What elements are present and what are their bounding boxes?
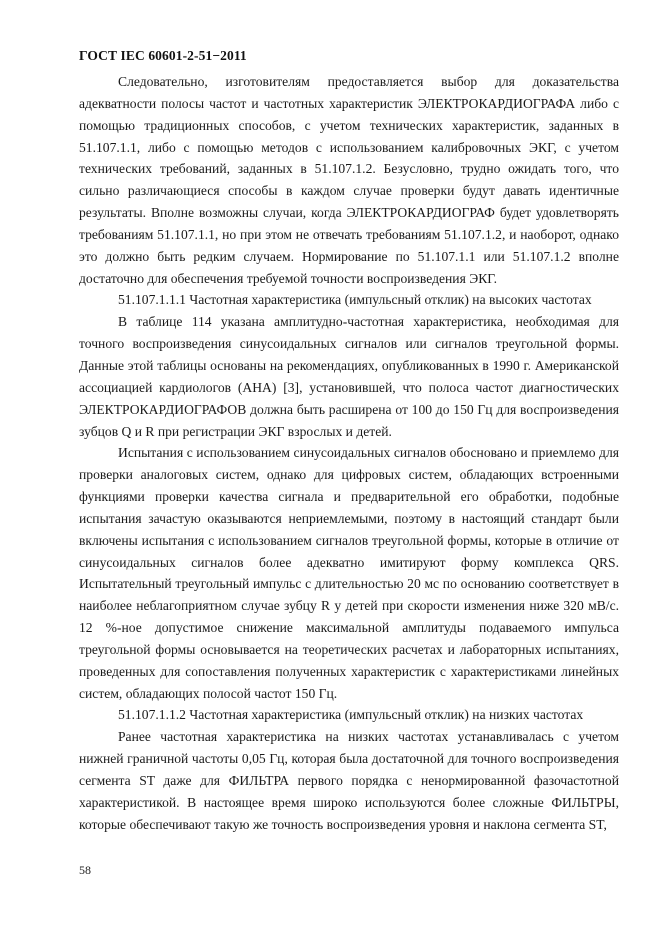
paragraph-table-114: В таблице 114 указана амплитудно-частотная характеристика, необходимая для точного воспроизведения синусоидальных сигналов или сигналов треугольной формы. Данные этой таблицы основаны на рекомендациях, опубликованных в 1990 г. Американской ассоциацией кардиологов (AHA) [3], установившей, что полоса частот диагностических ЭЛЕКТРОКАРДИОГРАФОВ должна быть расширена от 100 до 150 Гц для воспроизведения зубцов Q и R при регистрации ЭКГ взрослых и детей. xyxy=(79,314,619,439)
paragraph-bandwidth-choice: Следовательно, изготовителям предоставляется выбор для доказательства адекватности полосы частот и частотных характеристик ЭЛЕКТРОКАРДИОГРАФА либо с помощью традиционных способов, с учетом технических характеристик, заданных в 51.107.1.1, либо с помощью методов с использованием калибровочных ЭКГ, с учетом технических требований, заданных в 51.107.1.2. Безусловно, трудно ожидать того, что сильно различающиеся способы в каждом случае проверки будут давать идентичные результаты. Вполне возможны случаи, когда ЭЛЕКТРОКАРДИОГРАФ будет удовлетворять требованиям 51.107.1.1, но при этом не отвечать требованиям 51.107.1.2, и наоборот, однако это должно быть редким случаем. Нормирование по 51.107.1.1 или 51.107.1.2 вполне достаточно для обеспечения требуемой точности воспроизведения ЭКГ. xyxy=(79,74,619,286)
document-header: ГОСТ IEC 60601-2-51−2011 xyxy=(79,48,247,63)
page-number: 58 xyxy=(79,863,91,877)
paragraph-low-frequency-response: Ранее частотная характеристика на низких частотах устанавливалась с учетом нижней граничной частоты 0,05 Гц, которая была достаточной для точного воспроизведения сегмента ST даже для ФИЛЬТРА первого порядка с ненормированной фазочастотной характеристикой. В настоящее время широко используются более сложные ФИЛЬТРЫ, которые обеспечивают такую же точность воспроизведения уровня и наклона сегмента ST, xyxy=(79,729,619,832)
subsection-heading-low-frequency: 51.107.1.1.2 Частотная характеристика (импульсный отклик) на низких частотах xyxy=(118,707,584,723)
document-body xyxy=(79,71,619,836)
subsection-heading-high-frequency: 51.107.1.1.1 Частотная характеристика (импульсный отклик) на высоких частотах xyxy=(118,292,592,308)
paragraph-sinusoidal-tests: Испытания с использованием синусоидальных сигналов обосновано и приемлемо для проверки аналоговых систем, однако для цифровых систем, обладающих встроенными функциями проверки качества сигнала и предварительной его обработки, подобные испытания зачастую оказываются неприемлемыми, поэтому в настоящий стандарт были включены испытания с использованием сигналов треугольной формы, которые в отличие от синусоидальных сигналов более адекватно имитируют форму комплекса QRS. Испытательный треугольный импульс с длительностью 20 мс по основанию соответствует в наиболее неблагоприятном случае зубцу R у детей при скорости изменения ниже 320 мВ/с. 12 %-ное допустимое снижение максимальной амплитуды подаваемого импульса треугольной формы основывается на теоретических расчетах и лабораторных испытаниях, проведенных для сопоставления полученных характеристик с характеристиками линейных систем, обладающих полосой частот 150 Гц. xyxy=(79,445,619,701)
